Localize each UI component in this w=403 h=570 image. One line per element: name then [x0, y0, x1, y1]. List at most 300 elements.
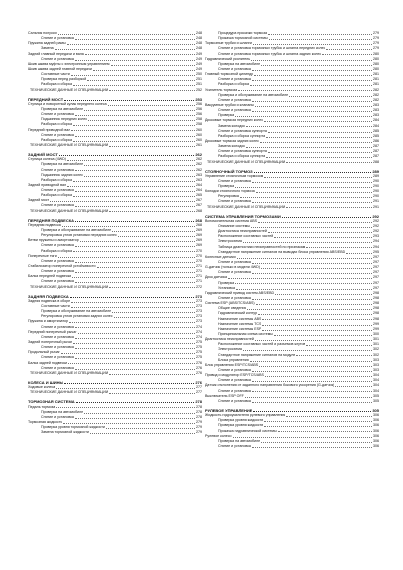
dot-leader	[246, 147, 372, 148]
toc-entry-title: Снятие и установка	[218, 108, 251, 113]
dot-leader	[88, 120, 195, 121]
toc-entry-title: Регулировка углов установки задних колес	[41, 314, 113, 319]
dot-leader	[61, 353, 195, 354]
dot-leader	[346, 253, 372, 254]
toc-entry-title: ТЕХНИЧЕСКИЕ ДАННЫЕ И СПЕЦИФИКАЦИИ	[207, 159, 286, 164]
dot-leader	[75, 282, 195, 283]
toc-page-number: 278	[195, 399, 202, 405]
dot-leader	[322, 54, 372, 55]
dot-leader	[109, 146, 195, 147]
toc-page-number: 264	[196, 182, 202, 187]
toc-page-number: 283	[373, 113, 379, 118]
toc-page-number: 306	[373, 433, 379, 438]
toc-page-number: 249	[196, 66, 202, 71]
toc-entry-title: Составные части	[41, 304, 70, 309]
toc-entry-title: Привод и модулятор ESP/TCS/ABS	[205, 373, 264, 378]
toc-page-number: 297	[373, 275, 379, 280]
toc-entry	[28, 430, 202, 435]
dot-leader	[71, 307, 195, 308]
toc-entry-title: Дисковые тормоза передних колес	[205, 118, 264, 123]
toc-page-number: 282	[373, 97, 379, 102]
toc-entry-title: Жидкость гидроусилителя рулевого управления	[205, 413, 286, 418]
toc-entry-title: Ступица и поворотный кулак переднего колеса	[28, 101, 107, 106]
toc-page-number: 263	[196, 177, 202, 182]
toc-page-number: 304	[373, 378, 379, 383]
toc-entry-title: Блок управления ESP/TCS/ABS	[205, 362, 259, 367]
toc-entry-title: ЗАДНЯЯ ПОДВЕСКА	[28, 293, 69, 299]
dot-leader	[240, 197, 372, 198]
toc-page-number: 278	[196, 414, 202, 419]
toc-page-number: 295	[373, 249, 379, 254]
toc-page-number: 271	[196, 274, 202, 279]
toc-page-number: 275	[196, 355, 202, 360]
toc-page-number: 248	[196, 36, 202, 41]
toc-page-number: 258	[196, 117, 202, 122]
toc-entry-title: Гидравлический усилитель	[205, 56, 251, 61]
dot-leader	[114, 317, 195, 318]
toc-page-number: 302	[373, 347, 379, 352]
toc-page-number: 273	[196, 304, 202, 309]
dot-leader	[236, 289, 372, 290]
dot-leader	[252, 273, 372, 274]
toc-entry-title: Снятие и установка	[218, 388, 251, 393]
dot-leader	[68, 363, 195, 364]
toc-page-number: 260	[196, 132, 202, 137]
dot-leader	[266, 157, 372, 158]
toc-entry-title: Снятие и установка	[218, 97, 251, 102]
toc-page-number: 275	[196, 340, 202, 344]
dot-leader	[261, 65, 372, 66]
dot-leader	[262, 319, 372, 320]
dot-leader	[306, 247, 372, 248]
toc-page-number: 256	[196, 112, 202, 117]
toc-page-number: 262	[196, 162, 202, 167]
dot-leader	[255, 340, 372, 341]
toc-entry-title: G-датчик (только в модели 4WD)	[205, 265, 260, 270]
dot-leader	[75, 418, 195, 419]
toc-page-number: 292	[372, 213, 379, 219]
toc-entry-title: Снятие и установка	[218, 296, 251, 301]
dot-leader	[252, 391, 372, 392]
toc-page-number: 298	[373, 296, 379, 301]
toc-page-number: 249	[196, 61, 202, 66]
toc-page-number: 280	[373, 61, 379, 66]
dot-leader	[84, 413, 195, 414]
dot-leader	[252, 263, 372, 264]
toc-page-number: 298	[373, 306, 379, 311]
dot-leader	[73, 125, 195, 126]
dot-leader	[84, 110, 195, 111]
dot-leader	[75, 39, 195, 40]
toc-page-number: 251	[196, 77, 202, 82]
toc-page-number: 279	[373, 41, 379, 46]
toc-entry-title: Ходовые колеса	[28, 385, 56, 390]
toc-page-number: 281	[373, 77, 379, 82]
toc-entry-title: РУЛЕВОЕ УПРАВЛЕНИЕ	[205, 407, 253, 413]
toc-page-number: 290	[373, 194, 379, 199]
dot-leader	[264, 177, 372, 178]
dot-leader	[243, 350, 372, 351]
toc-page-number: 262	[196, 157, 202, 162]
toc-entry-title: Проверка на автомобиле	[41, 106, 84, 111]
toc-page-number: 275	[196, 345, 202, 350]
dot-leader	[59, 155, 194, 156]
toc-entry-title: Расположение составных частей и разъемов жгутов	[218, 342, 306, 347]
dot-leader	[75, 262, 195, 263]
toc-entry-title: Снятие и установка	[218, 398, 251, 403]
toc-entry-title: Проверка	[218, 280, 235, 285]
dot-leader	[286, 207, 372, 208]
toc-page-number: 284	[373, 123, 379, 128]
dot-leader	[75, 369, 195, 370]
toc-page-number: 297	[373, 285, 379, 290]
dot-leader	[235, 116, 372, 117]
toc-entry-title: Проверка и обслуживание на автомобиле	[218, 92, 289, 97]
toc-page-number: 288	[373, 159, 379, 164]
toc-entry-title: Проверка уровня жидкости	[218, 418, 264, 423]
dot-leader	[73, 85, 195, 86]
toc-page-number: 277	[196, 385, 202, 390]
toc-page-number: 264	[196, 188, 202, 193]
toc-entry-title: Пружина и амортизатор	[28, 319, 68, 324]
toc-page-number: 248	[196, 41, 202, 46]
toc-entry-title: Снятие и установка	[41, 355, 74, 360]
dot-leader	[266, 137, 372, 138]
toc-page-number: 279	[196, 430, 202, 435]
toc-entry-title: Стабилизатор поперечной устойчивости	[28, 264, 96, 269]
toc-page-number: 267	[196, 198, 202, 203]
dot-leader	[67, 186, 195, 187]
dot-leader	[67, 44, 195, 45]
toc-page-number: 306	[373, 438, 379, 443]
toc-entry-title: Снятие и установка	[41, 132, 74, 137]
toc-entry-title: Проверка	[218, 113, 235, 118]
dot-leader	[252, 381, 372, 382]
dot-leader	[76, 402, 195, 403]
toc-entry-title: Проверка на автомобиле	[218, 438, 261, 443]
toc-page-number: 256	[196, 106, 202, 111]
toc-page-number: 275	[196, 350, 202, 355]
toc-page-number: 265	[196, 193, 202, 198]
dot-leader	[258, 222, 372, 223]
toc-entry-title: СИСТЕМА УПРАВЛЕНИЯ ТОРМОЗАМИ	[205, 213, 281, 219]
dot-leader	[108, 105, 195, 106]
toc-page-number: 270	[196, 253, 202, 258]
toc-entry-title: Замена	[41, 46, 54, 51]
toc-entry-title: Проверка уровня жидкости	[218, 423, 264, 428]
toc-entry-title: Разборка и сборка	[41, 248, 73, 253]
toc-page-number: 278	[196, 404, 202, 409]
toc-page-number: 273	[196, 319, 202, 324]
dot-leader	[252, 447, 372, 448]
dot-leader	[75, 272, 195, 273]
dot-leader	[75, 327, 195, 328]
toc-page-number: 299	[373, 326, 379, 331]
toc-page-number: 297	[373, 260, 379, 265]
toc-page-number: 279	[196, 419, 202, 424]
toc-entry-title: Датчик отклонения от заданного направления бокового ускорения (G-датчик)	[205, 383, 335, 388]
toc-page-number: 249	[196, 56, 202, 61]
toc-page-number: 304	[373, 383, 379, 388]
dot-leader	[109, 287, 195, 288]
toc-page-number: 289	[372, 168, 379, 174]
dot-leader	[73, 196, 195, 197]
toc-entry-title: Поперечные тяги	[28, 253, 57, 258]
dot-leader	[268, 34, 372, 35]
toc-entry-title: Назначение системы ABS	[218, 316, 262, 321]
dot-leader	[235, 187, 372, 188]
toc-entry-title: Принципиальная схема системы	[218, 332, 273, 336]
toc-entry-title: Задний приводной вал	[28, 182, 67, 187]
toc-page-number: 300	[373, 332, 379, 336]
toc-entry-title: Снятие и установка	[218, 178, 251, 183]
toc-page-number: 276	[196, 360, 202, 365]
toc-entry-title: ТЕХНИЧЕСКИЕ ДАННЫЕ И СПЕЦИФИКАЦИИ	[30, 370, 109, 375]
toc-entry-title: Диагностика неисправностей	[205, 337, 254, 342]
dot-leader	[251, 227, 372, 228]
dot-leader	[306, 345, 372, 346]
dot-leader	[75, 338, 195, 339]
toc-entry-title: Балка передней подвески	[28, 274, 72, 279]
toc-page-number: 285	[373, 133, 379, 138]
dot-leader	[255, 106, 372, 107]
toc-entry-title: Диагностика неисправностей	[218, 229, 267, 234]
toc-page-number: 274	[196, 334, 202, 339]
toc-page-number: 274	[196, 329, 202, 334]
toc-entry-title: Снятие и установка	[41, 279, 74, 284]
dot-leader	[254, 75, 372, 76]
toc-page-number: 273	[195, 293, 202, 299]
toc-entry-title: Диск датчика	[205, 275, 228, 280]
toc-entry-title: ТЕХНИЧЕСКИЕ ДАННЫЕ И СПЕЦИФИКАЦИИ	[30, 390, 109, 395]
toc-page-number: 305	[373, 393, 379, 398]
toc-entry-title: Шкив шкива задней главной передачи	[28, 66, 92, 71]
toc-page-number: 293	[373, 234, 379, 239]
toc-page-number: 283	[373, 108, 379, 113]
toc-page-number: 292	[373, 218, 379, 223]
toc-entry-title: Снятие и установка	[41, 269, 74, 274]
toc-entry-title: Процедура прокачки тормоза	[218, 30, 268, 35]
toc-page-number: 269	[196, 228, 202, 233]
dot-leader	[250, 85, 372, 86]
toc-page-number: 298	[373, 311, 379, 316]
dot-leader	[286, 416, 372, 417]
toc-page-number: 250	[196, 72, 202, 77]
toc-page-number: 297	[373, 270, 379, 275]
toc-page-number: 303	[373, 362, 379, 367]
toc-page-number: 302	[373, 352, 379, 357]
toc-page-number: 303	[373, 367, 379, 372]
toc-page-number: 262	[195, 152, 202, 158]
toc-entry-title: Прокачка гидравлической системы	[218, 428, 277, 433]
dot-leader	[238, 90, 372, 91]
toc-entry-title: Таблица диагностики неисправностей по признакам	[218, 244, 306, 249]
dot-leader	[58, 34, 195, 35]
toc-page-number: 286	[373, 138, 379, 143]
toc-entry-title: Стандартное напряжение сигналов на модуле	[218, 352, 296, 357]
dot-leader	[253, 411, 371, 412]
toc-page-number: 279	[196, 425, 202, 430]
toc-page-number: 280	[373, 56, 379, 61]
toc-page-number: 268	[196, 222, 202, 227]
toc-page-number: 297	[373, 254, 379, 259]
toc-entry	[28, 88, 202, 93]
toc-page-number: 306	[373, 418, 379, 423]
dot-leader	[268, 132, 372, 133]
dot-leader	[109, 211, 195, 212]
toc-entry-title: Снятие и установка	[41, 36, 74, 41]
toc-entry-title: Разборка и сборка	[41, 122, 73, 127]
toc-page-number: 274	[196, 324, 202, 329]
toc-entry-title: Снятие и установка	[218, 443, 251, 448]
dot-leader	[50, 201, 195, 202]
toc-page-number: 271	[196, 269, 202, 274]
toc-entry-title: Установка	[218, 285, 235, 290]
toc-entry-title: Ступица колеса (4WD)	[28, 157, 66, 162]
toc-entry-title: Передний поперечный рычаг	[28, 329, 77, 334]
toc-entry-title: Проверка	[218, 184, 235, 189]
toc-entry-title: Задний мост	[28, 198, 50, 203]
toc-entry	[28, 209, 202, 214]
toc-entry-title: Подшипник передних колес	[41, 117, 88, 122]
toc-entry-title: Дисковые тормоза задних колес	[205, 138, 259, 143]
toc-entry-title: Проверка и обслуживание на автомобиле	[41, 309, 112, 314]
dot-leader	[278, 431, 372, 432]
toc-entry-title: Задний поперечный рычаг	[28, 340, 73, 344]
toc-entry-title: ТЕХНИЧЕСКИЕ ДАННЫЕ И СПЕЦИФИКАЦИИ	[207, 204, 286, 209]
toc-entry-title: Описание системы	[218, 224, 250, 229]
toc-page-number: 298	[373, 316, 379, 321]
dot-leader	[58, 257, 195, 258]
dot-leader	[97, 267, 195, 268]
dot-leader	[75, 170, 195, 171]
toc-entry-title: Составные части	[41, 72, 70, 77]
toc-page-number: 260	[196, 137, 202, 142]
toc-entry-title: ПЕРЕДНИЙ МОСТ	[28, 96, 64, 102]
dot-leader	[73, 343, 195, 344]
toc-entry-title: Тормозные трубки и шланги	[205, 41, 252, 46]
toc-entry-title: Снятие и установка суппорта	[218, 128, 267, 133]
toc-entry-title: Разборка и сборка	[41, 82, 73, 87]
toc-page-number: 305	[373, 398, 379, 403]
toc-page-number: 304	[373, 388, 379, 393]
dot-leader	[252, 202, 372, 203]
dot-leader	[80, 241, 195, 242]
dot-leader	[73, 181, 195, 182]
toc-entry-title: Снятие и установка	[41, 345, 74, 350]
toc-entry-title: Разборка и сборка	[41, 137, 73, 142]
toc-entry-title: Главный тормозной цилиндр	[205, 72, 254, 77]
toc-page-number: 269	[196, 243, 202, 248]
toc-page-number: 294	[373, 239, 379, 244]
toc-column-right	[205, 31, 379, 449]
toc-entry-title: Разборка и сборка	[41, 193, 73, 198]
toc-entry-title: Педаль тормоза	[28, 404, 56, 409]
toc-entry-title: Снятие и установка	[41, 334, 74, 339]
dot-leader	[56, 407, 195, 408]
toc-entry	[205, 160, 379, 165]
dot-leader	[252, 80, 372, 81]
toc-entry-title: ПЕРЕДНЯЯ ПОДВЕСКА	[28, 217, 75, 223]
dot-leader	[71, 302, 195, 303]
toc-page-number: 306	[373, 423, 379, 428]
toc-page-number: 269	[196, 233, 202, 238]
dot-leader	[252, 402, 372, 403]
toc-page-number: 279	[373, 46, 379, 51]
dot-leader	[274, 335, 372, 336]
toc-entry-title: Замена колодок	[218, 123, 245, 128]
toc-entry-title: Проверка и обслуживание на автомобиле	[41, 228, 112, 233]
toc-entry-title: Колесные датчики	[205, 254, 236, 259]
dot-leader	[75, 191, 195, 192]
dot-leader	[259, 366, 372, 367]
dot-leader	[254, 172, 372, 173]
dot-leader	[252, 182, 372, 183]
toc-entry-title: Назначение системы ESP	[218, 326, 262, 331]
toc-page-number: 303	[373, 357, 379, 362]
dot-leader	[67, 160, 195, 161]
dot-leader	[235, 283, 372, 284]
dot-leader	[261, 268, 372, 269]
toc-entry-title: Снятие и установка	[41, 414, 74, 419]
toc-page-number: 253	[195, 96, 202, 102]
dot-leader	[111, 65, 195, 66]
dot-leader	[70, 297, 195, 298]
toc-page-number: 271	[196, 264, 202, 269]
toc-page-number: 297	[373, 265, 379, 270]
toc-page-number: 299	[373, 321, 379, 326]
toc-page-number: 298	[373, 301, 379, 306]
dot-leader	[75, 136, 195, 137]
toc-entry-title: Управление стояночным тормозом	[205, 173, 264, 178]
toc-page-number: 268	[196, 208, 202, 213]
dot-leader	[243, 242, 372, 243]
dot-leader	[73, 141, 195, 142]
dot-leader	[71, 130, 195, 131]
dot-leader	[233, 437, 372, 438]
toc-page-number: 248	[196, 46, 202, 51]
dot-leader	[258, 314, 372, 315]
toc-page-number: 301	[373, 342, 379, 347]
dot-leader	[269, 39, 372, 40]
toc-entry-title: Снятие и установка	[218, 270, 251, 275]
dot-leader	[72, 277, 195, 278]
dot-leader	[282, 217, 372, 218]
toc-page-number: 278	[196, 409, 202, 414]
toc-page-number: 289	[373, 173, 379, 178]
dot-leader	[252, 70, 372, 71]
dot-leader	[87, 80, 195, 81]
toc-page-number: 260	[196, 127, 202, 132]
toc-entry-title: Снятие и установка суппорта	[218, 149, 267, 154]
toc-page-number: 268	[195, 217, 202, 223]
toc-entry-title: ТЕХНИЧЕСКИЕ ДАННЫЕ И СПЕЦИФИКАЦИИ	[30, 142, 109, 147]
dot-leader	[251, 60, 372, 61]
dot-leader	[56, 388, 195, 389]
toc-page-number: 277	[196, 390, 202, 395]
toc-page-number: 248	[196, 30, 202, 35]
toc-entry-title: Прокачка тормозной системы	[218, 36, 268, 41]
toc-entry-title: Стандартное напряжение сигналов на выводах блока управления ABS/EBD	[218, 249, 346, 254]
toc-entry-title: ТЕХНИЧЕСКИЕ ДАННЫЕ И СПЕЦИФИКАЦИИ	[30, 208, 109, 213]
toc-entry-title: Снятие и установка	[218, 199, 251, 204]
toc-entry-title: Передняя подвеска	[28, 222, 61, 227]
toc-entry-title: Пружина задней рамы	[28, 41, 66, 46]
toc-entry-title: ТЕХНИЧЕСКИЕ ДАННЫЕ И СПЕЦИФИКАЦИИ	[30, 284, 109, 289]
dot-leader	[75, 348, 195, 349]
toc-page-number: 273	[196, 314, 202, 319]
toc-entry-title: Снятие и установка	[41, 167, 74, 172]
